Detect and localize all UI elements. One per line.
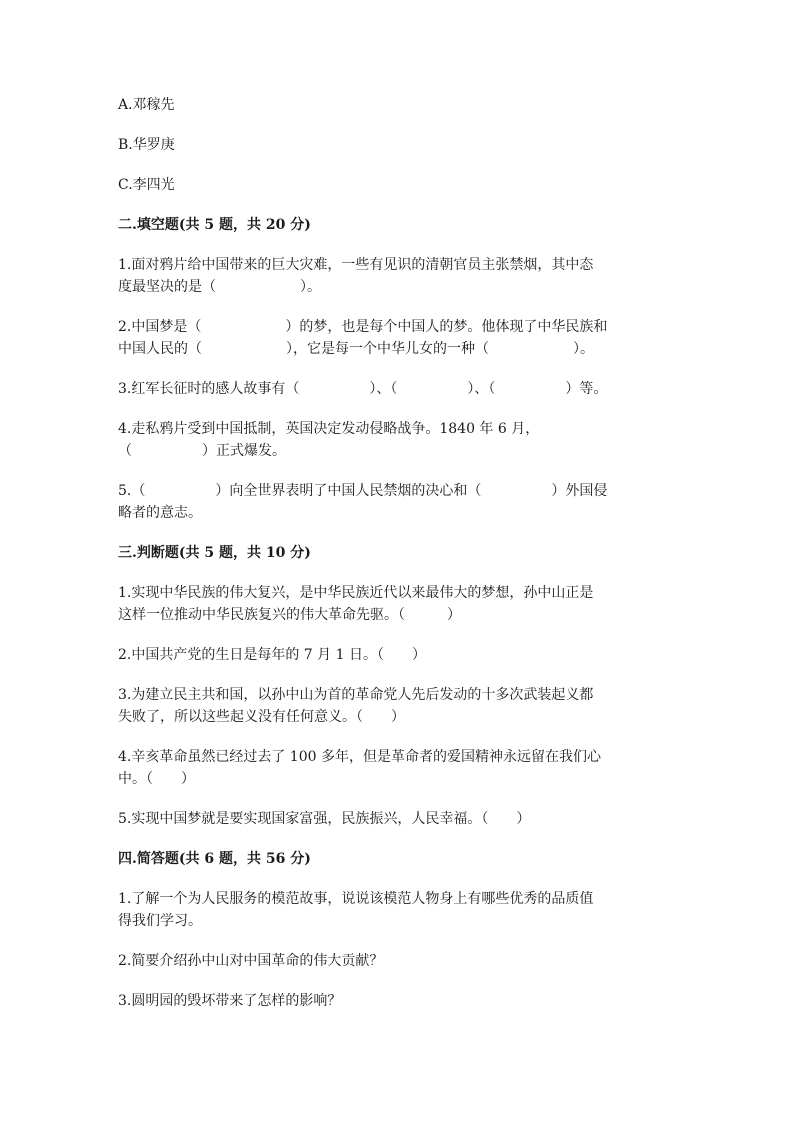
question-item	[118, 480, 698, 524]
question-item	[118, 888, 698, 932]
question-item	[118, 950, 698, 972]
question-item	[118, 684, 698, 728]
question-line: 4.走私鸦片受到中国抵制，英国决定发动侵略战争。1840 年 6 月，	[118, 421, 540, 437]
option-b: B.华罗庚	[118, 137, 175, 153]
question-line: 中国人民的（ ），它是每一个中华儿女的一种（ ）。	[118, 341, 594, 357]
question-item	[118, 418, 698, 462]
question-line: 3.为建立民主共和国，以孙中山为首的革命党人先后发动的十多次武装起义都	[118, 687, 594, 703]
question-line: 2.中国共产党的生日是每年的 7 月 1 日。（ ）	[118, 647, 426, 663]
question-line: 3.红军长征时的感人故事有（ ）、（ ）、（ ）等。	[118, 381, 608, 397]
option-a: A.邓稼先	[118, 97, 175, 113]
question-item	[118, 378, 698, 400]
question-item	[118, 990, 698, 1012]
question-item	[118, 808, 698, 830]
question-item	[118, 582, 698, 626]
section-heading-short-answer: 四.简答题(共 6 题，共 56 分)	[118, 851, 311, 867]
question-item	[118, 746, 698, 790]
question-line: 失败了，所以这些起义没有任何意义。（ ）	[118, 709, 405, 725]
section-heading-fill-blank: 二.填空题(共 5 题，共 20 分)	[118, 217, 311, 233]
question-line: 3.圆明园的毁坏带来了怎样的影响？	[118, 993, 342, 1009]
question-line: 中。（ ）	[118, 771, 195, 787]
section-heading-judgement: 三.判断题(共 5 题，共 10 分)	[118, 545, 311, 561]
question-line: （ ）正式爆发。	[118, 443, 286, 459]
question-line: 略者的意志。	[118, 505, 202, 521]
question-item	[118, 644, 698, 666]
option-c: C.李四光	[118, 177, 175, 193]
question-item	[118, 316, 698, 360]
question-item	[118, 254, 698, 298]
question-line: 度最坚决的是（ ）。	[118, 279, 321, 295]
question-line: 4.辛亥革命虽然已经过去了 100 多年，但是革命者的爱国精神永远留在我们心	[118, 749, 601, 765]
question-line: 1.面对鸦片给中国带来的巨大灾难，一些有见识的清朝官员主张禁烟，其中态	[118, 257, 594, 273]
question-line: 1.了解一个为人民服务的模范故事，说说该模范人物身上有哪些优秀的品质值	[118, 891, 594, 907]
question-line: 5.实现中国梦就是要实现国家富强，民族振兴，人民幸福。（ ）	[118, 811, 531, 827]
question-line: 这样一位推动中华民族复兴的伟大革命先驱。（ ）	[118, 607, 461, 623]
question-line: 5.（ ）向全世界表明了中国人民禁烟的决心和（ ）外国侵	[118, 483, 608, 499]
question-line: 1.实现中华民族的伟大复兴，是中华民族近代以来最伟大的梦想，孙中山正是	[118, 585, 594, 601]
question-line: 得我们学习。	[118, 913, 202, 929]
exam-page	[118, 94, 698, 1030]
question-line: 2.简要介绍孙中山对中国革命的伟大贡献？	[118, 953, 384, 969]
question-line: 2.中国梦是（ ）的梦，也是每个中国人的梦。他体现了中华民族和	[118, 319, 608, 335]
